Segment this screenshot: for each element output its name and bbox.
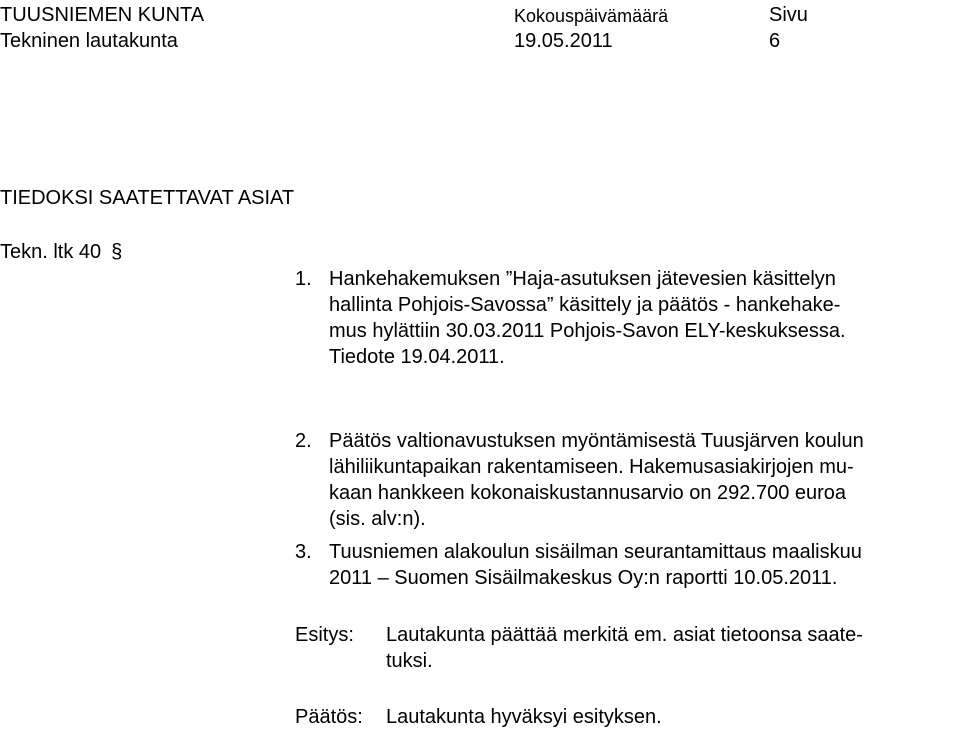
proposal-label: Esitys: <box>295 624 354 646</box>
item-line: hallinta Pohjois-Savossa” käsittely ja päätös - hankehake- <box>329 294 841 316</box>
list-item <box>329 539 959 591</box>
decision-text: Lautakunta hyväksyi esityksen. <box>386 706 662 728</box>
page-label: Sivu <box>769 4 808 26</box>
proposal-text <box>386 622 956 674</box>
reference-text: Tekn. ltk 40 <box>0 241 102 263</box>
page-number: 6 <box>769 30 781 52</box>
item-line: mus hylättiin 30.03.2011 Pohjois-Savon ELY-keskuksessa. <box>329 320 846 342</box>
item-line: Tiedote 19.04.2011. <box>329 346 505 368</box>
item-line: Tuusniemen alakoulun sisäilman seurantamittaus maaliskuu <box>329 541 862 563</box>
item-line: Hankehakemuksen ”Haja-asutuksen jätevesien käsittelyn <box>329 268 836 290</box>
list-item <box>329 428 959 532</box>
decision-label: Päätös: <box>295 706 363 728</box>
municipality-name: TUUSNIEMEN KUNTA <box>0 4 205 26</box>
item-line: (sis. alv:n). <box>329 508 426 530</box>
meeting-date: 19.05.2011 <box>514 30 613 52</box>
list-item <box>329 266 959 370</box>
item-line: 2011 – Suomen Sisäilmakeskus Oy:n raportti 10.05.2011. <box>329 567 838 589</box>
item-number: 2. <box>295 430 312 452</box>
item-line: lähiliikuntapaikan rakentamiseen. Hakemusasiakirjojen mu- <box>329 456 854 478</box>
item-line: Päätös valtionavustuksen myöntämisestä Tuusjärven koulun <box>329 430 864 452</box>
proposal-line: tuksi. <box>386 650 433 672</box>
meeting-date-label: Kokouspäivämäärä <box>514 6 669 26</box>
item-line: kaan hankkeen kokonaiskustannusarvio on 292.700 euroa <box>329 482 847 504</box>
paragraph-reference <box>0 240 122 264</box>
section-title: TIEDOKSI SAATETTAVAT ASIAT <box>0 187 295 209</box>
section-symbol: § <box>111 241 123 263</box>
item-number: 1. <box>295 268 312 290</box>
proposal-line: Lautakunta päättää merkitä em. asiat tietoonsa saate- <box>386 624 863 646</box>
committee-name: Tekninen lautakunta <box>0 30 178 52</box>
item-number: 3. <box>295 541 312 563</box>
